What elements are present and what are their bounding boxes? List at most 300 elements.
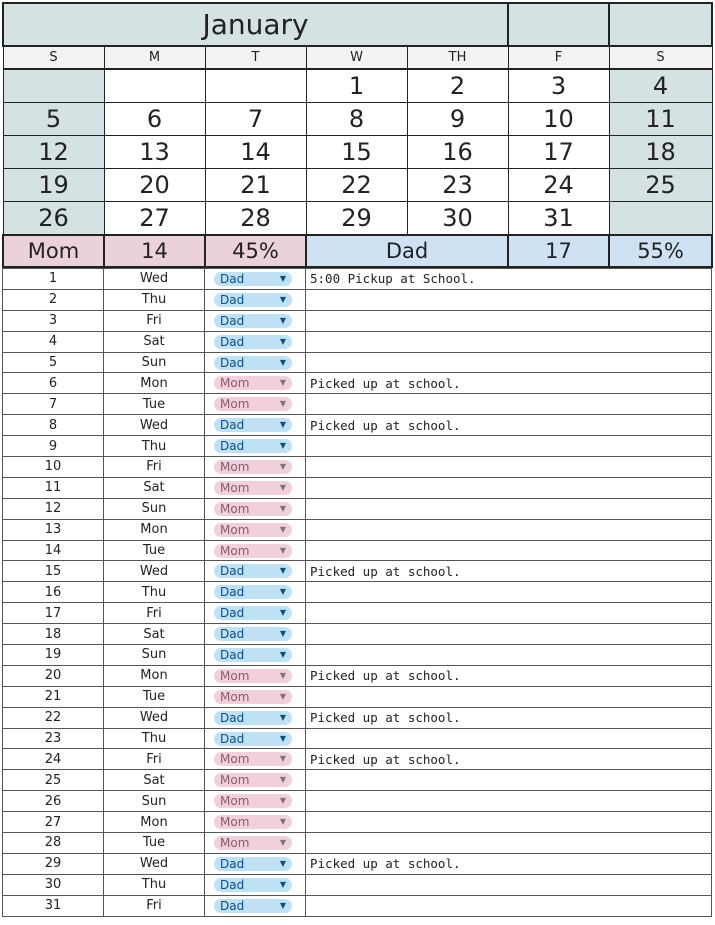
parent-dropdown-label: Mom — [220, 689, 250, 704]
calendar-week-row — [3, 69, 712, 103]
parent-cell[interactable] — [205, 686, 306, 707]
note-cell[interactable] — [306, 603, 712, 624]
calendar-day[interactable]: 23 — [407, 169, 508, 202]
note-cell[interactable] — [306, 582, 712, 603]
day-of-week-cell[interactable]: Sun — [104, 498, 205, 519]
note-cell[interactable] — [306, 289, 712, 310]
day-number-cell[interactable]: 23 — [3, 728, 104, 749]
caret-down-icon[interactable]: ▼ — [279, 754, 286, 764]
day-of-week-cell[interactable]: Fri — [104, 310, 205, 331]
calendar-day[interactable]: 27 — [104, 202, 205, 236]
day-log-row — [3, 853, 712, 874]
day-number-cell[interactable]: 8 — [3, 415, 104, 436]
day-log-row — [3, 665, 712, 686]
caret-down-icon[interactable]: ▼ — [279, 545, 286, 555]
day-log-row — [3, 791, 712, 812]
month-title[interactable]: January — [3, 3, 508, 46]
weekday-header[interactable]: S — [609, 46, 712, 69]
parent-dropdown-label: Mom — [220, 480, 250, 495]
day-of-week-cell[interactable]: Wed — [104, 561, 205, 582]
day-of-week-cell[interactable]: Wed — [104, 415, 205, 436]
day-of-week-cell[interactable]: Thu — [104, 874, 205, 895]
parent-dropdown-label: Dad — [220, 271, 245, 286]
day-number-cell[interactable]: 18 — [3, 624, 104, 645]
parent-cell[interactable] — [205, 874, 306, 895]
day-number-cell[interactable]: 21 — [3, 686, 104, 707]
calendar-day[interactable]: 19 — [3, 169, 104, 202]
note-cell[interactable] — [306, 540, 712, 561]
dad-days-count[interactable]: 17 — [508, 235, 609, 267]
day-of-week-cell[interactable]: Mon — [104, 373, 205, 394]
day-number-cell[interactable]: 15 — [3, 561, 104, 582]
caret-down-icon[interactable]: ▼ — [279, 712, 286, 722]
day-number-cell[interactable]: 27 — [3, 812, 104, 833]
parent-dropdown-label: Dad — [220, 710, 245, 725]
day-number-cell[interactable]: 17 — [3, 603, 104, 624]
note-cell[interactable]: Picked up at school. — [306, 749, 712, 770]
parent-dropdown-label: Mom — [220, 668, 250, 683]
day-of-week-cell[interactable]: Tue — [104, 394, 205, 415]
calendar-day[interactable]: 16 — [407, 136, 508, 169]
calendar-day[interactable]: 7 — [205, 103, 306, 136]
day-log-row — [3, 561, 712, 582]
calendar-day-blank[interactable] — [609, 202, 712, 236]
note-cell[interactable] — [306, 770, 712, 791]
note-cell[interactable]: Picked up at school. — [306, 665, 712, 686]
caret-down-icon[interactable]: ▼ — [279, 357, 286, 367]
day-number-cell[interactable]: 5 — [3, 352, 104, 373]
day-log-row — [3, 812, 712, 833]
day-number-cell[interactable]: 10 — [3, 457, 104, 478]
parent-dropdown-chip[interactable] — [214, 585, 292, 599]
day-of-week-cell[interactable]: Sat — [104, 770, 205, 791]
parent-dropdown-label: Dad — [220, 313, 245, 328]
note-cell[interactable]: Picked up at school. — [306, 415, 712, 436]
day-number-cell[interactable]: 2 — [3, 289, 104, 310]
calendar-day[interactable]: 4 — [609, 69, 712, 103]
caret-down-icon[interactable]: ▼ — [279, 837, 286, 847]
parent-dropdown-label: Dad — [220, 877, 245, 892]
calendar-day[interactable]: 13 — [104, 136, 205, 169]
day-number-cell[interactable]: 22 — [3, 707, 104, 728]
day-number-cell[interactable]: 12 — [3, 498, 104, 519]
calendar-day[interactable]: 21 — [205, 169, 306, 202]
parent-dropdown-chip[interactable] — [214, 627, 292, 641]
parent-dropdown-chip[interactable] — [214, 356, 292, 370]
day-of-week-cell[interactable]: Tue — [104, 540, 205, 561]
note-cell[interactable] — [306, 519, 712, 540]
caret-down-icon[interactable]: ▼ — [279, 420, 286, 430]
weekday-header[interactable]: F — [508, 46, 609, 69]
note-cell[interactable]: 5:00 Pickup at School. — [306, 269, 712, 290]
parent-dropdown-label: Dad — [220, 627, 245, 642]
parent-cell[interactable] — [205, 394, 306, 415]
parent-cell[interactable] — [205, 352, 306, 373]
parent-dropdown-chip[interactable] — [214, 460, 292, 474]
day-of-week-cell[interactable]: Mon — [104, 519, 205, 540]
parent-cell[interactable] — [205, 895, 306, 916]
note-cell[interactable]: Picked up at school. — [306, 853, 712, 874]
parent-dropdown-chip[interactable] — [214, 815, 292, 829]
day-number-cell[interactable]: 19 — [3, 645, 104, 666]
day-number-cell[interactable]: 31 — [3, 895, 104, 916]
day-log-row — [3, 749, 712, 770]
parent-dropdown-chip[interactable] — [214, 564, 292, 578]
day-log-row — [3, 331, 712, 352]
parent-dropdown-chip[interactable] — [214, 314, 292, 328]
parent-dropdown-chip[interactable] — [214, 439, 292, 453]
parent-cell[interactable] — [205, 853, 306, 874]
calendar-day-blank[interactable] — [3, 69, 104, 103]
parent-dropdown-label: Dad — [220, 292, 245, 307]
day-of-week-cell[interactable]: Sat — [104, 477, 205, 498]
note-cell[interactable] — [306, 895, 712, 916]
parent-cell[interactable] — [205, 519, 306, 540]
calendar-day[interactable]: 25 — [609, 169, 712, 202]
parent-dropdown-label: Dad — [220, 418, 245, 433]
parent-dropdown-chip[interactable] — [214, 376, 292, 390]
day-log-row — [3, 269, 712, 290]
parent-cell[interactable] — [205, 665, 306, 686]
parent-cell[interactable] — [205, 561, 306, 582]
weekday-header[interactable]: T — [205, 46, 306, 69]
note-cell[interactable] — [306, 457, 712, 478]
day-of-week-cell[interactable]: Thu — [104, 582, 205, 603]
parent-cell[interactable] — [205, 373, 306, 394]
day-of-week-cell[interactable]: Fri — [104, 895, 205, 916]
parent-dropdown-chip[interactable] — [214, 878, 292, 892]
day-number-cell[interactable]: 28 — [3, 833, 104, 854]
day-number-cell[interactable]: 1 — [3, 269, 104, 290]
parent-dropdown-chip[interactable] — [214, 690, 292, 704]
day-number-cell[interactable]: 7 — [3, 394, 104, 415]
parent-cell[interactable] — [205, 415, 306, 436]
note-cell[interactable]: Picked up at school. — [306, 561, 712, 582]
note-cell[interactable] — [306, 331, 712, 352]
note-cell[interactable] — [306, 624, 712, 645]
mom-label[interactable]: Mom — [3, 235, 104, 267]
parent-dropdown-chip[interactable] — [214, 669, 292, 683]
note-cell[interactable] — [306, 498, 712, 519]
caret-down-icon[interactable]: ▼ — [279, 900, 286, 910]
parent-dropdown-chip[interactable] — [214, 857, 292, 871]
calendar-day[interactable]: 1 — [306, 69, 407, 103]
day-of-week-cell[interactable]: Wed — [104, 853, 205, 874]
calendar-day-blank[interactable] — [205, 69, 306, 103]
calendar-day[interactable]: 8 — [306, 103, 407, 136]
parent-cell[interactable] — [205, 833, 306, 854]
calendar-day[interactable]: 22 — [306, 169, 407, 202]
parent-dropdown-label: Mom — [220, 501, 250, 516]
parent-cell[interactable] — [205, 603, 306, 624]
parent-cell[interactable] — [205, 645, 306, 666]
parent-dropdown-chip[interactable] — [214, 335, 292, 349]
weekday-header-row — [3, 46, 712, 69]
calendar-day[interactable]: 9 — [407, 103, 508, 136]
day-number-cell[interactable]: 6 — [3, 373, 104, 394]
calendar-day[interactable]: 14 — [205, 136, 306, 169]
parent-dropdown-chip[interactable] — [214, 502, 292, 516]
day-log-row — [3, 645, 712, 666]
calendar-day[interactable]: 5 — [3, 103, 104, 136]
calendar-day[interactable]: 10 — [508, 103, 609, 136]
day-number-cell[interactable]: 30 — [3, 874, 104, 895]
note-cell[interactable] — [306, 728, 712, 749]
note-cell[interactable] — [306, 791, 712, 812]
calendar-weeks — [3, 69, 712, 235]
day-log-row — [3, 895, 712, 916]
day-log-row — [3, 624, 712, 645]
caret-down-icon[interactable]: ▼ — [279, 879, 286, 889]
calendar-day[interactable]: 26 — [3, 202, 104, 236]
caret-down-icon[interactable]: ▼ — [279, 775, 286, 785]
note-cell[interactable] — [306, 645, 712, 666]
mom-percentage[interactable]: 45% — [205, 235, 306, 267]
day-of-week-cell[interactable]: Thu — [104, 436, 205, 457]
day-of-week-cell[interactable]: Sat — [104, 331, 205, 352]
caret-down-icon[interactable]: ▼ — [279, 796, 286, 806]
day-log-row — [3, 352, 712, 373]
note-cell[interactable] — [306, 394, 712, 415]
parent-dropdown-chip[interactable] — [214, 418, 292, 432]
day-of-week-cell[interactable]: Thu — [104, 289, 205, 310]
day-log-row — [3, 728, 712, 749]
caret-down-icon[interactable]: ▼ — [279, 670, 286, 680]
weekday-header[interactable]: W — [306, 46, 407, 69]
caret-down-icon[interactable]: ▼ — [279, 691, 286, 701]
calendar-day[interactable]: 31 — [508, 202, 609, 236]
day-number-cell[interactable]: 4 — [3, 331, 104, 352]
caret-down-icon[interactable]: ▼ — [279, 273, 286, 283]
parent-dropdown-chip[interactable] — [214, 773, 292, 787]
caret-down-icon[interactable]: ▼ — [279, 587, 286, 597]
caret-down-icon[interactable]: ▼ — [279, 503, 286, 513]
parent-dropdown-label: Mom — [220, 835, 250, 850]
day-of-week-cell[interactable]: Tue — [104, 833, 205, 854]
day-number-cell[interactable]: 26 — [3, 791, 104, 812]
parent-dropdown-chip[interactable] — [214, 648, 292, 662]
caret-down-icon[interactable]: ▼ — [279, 817, 286, 827]
day-of-week-cell[interactable]: Sun — [104, 352, 205, 373]
parent-dropdown-label: Mom — [220, 815, 250, 830]
calendar-day[interactable]: 17 — [508, 136, 609, 169]
parent-dropdown-label: Dad — [220, 564, 245, 579]
day-log-row — [3, 582, 712, 603]
month-calendar — [2, 2, 713, 268]
day-number-cell[interactable]: 14 — [3, 540, 104, 561]
day-number-cell[interactable]: 3 — [3, 310, 104, 331]
parent-dropdown-chip[interactable] — [214, 397, 292, 411]
calendar-day[interactable]: 24 — [508, 169, 609, 202]
caret-down-icon[interactable]: ▼ — [279, 336, 286, 346]
day-log-row — [3, 519, 712, 540]
parent-dropdown-label: Dad — [220, 606, 245, 621]
weekday-header[interactable]: S — [3, 46, 104, 69]
note-cell[interactable] — [306, 436, 712, 457]
caret-down-icon[interactable]: ▼ — [279, 461, 286, 471]
day-number-cell[interactable]: 11 — [3, 477, 104, 498]
calendar-day[interactable]: 28 — [205, 202, 306, 236]
parent-cell[interactable] — [205, 707, 306, 728]
day-of-week-cell[interactable]: Wed — [104, 707, 205, 728]
day-log-row — [3, 833, 712, 854]
parent-dropdown-label: Mom — [220, 459, 250, 474]
day-of-week-cell[interactable]: Sun — [104, 645, 205, 666]
day-of-week-cell[interactable]: Tue — [104, 686, 205, 707]
parent-dropdown-chip[interactable] — [214, 481, 292, 495]
parent-cell[interactable] — [205, 749, 306, 770]
parent-dropdown-label: Dad — [220, 898, 245, 913]
day-of-week-cell[interactable]: Wed — [104, 269, 205, 290]
caret-down-icon[interactable]: ▼ — [279, 566, 286, 576]
note-cell[interactable]: Picked up at school. — [306, 707, 712, 728]
parent-dropdown-label: Dad — [220, 439, 245, 454]
caret-down-icon[interactable]: ▼ — [279, 733, 286, 743]
day-log-row — [3, 310, 712, 331]
title-cell-blank[interactable] — [508, 3, 609, 46]
note-cell[interactable] — [306, 310, 712, 331]
day-log-row — [3, 394, 712, 415]
calendar-day[interactable]: 20 — [104, 169, 205, 202]
caret-down-icon[interactable]: ▼ — [279, 294, 286, 304]
parent-cell[interactable] — [205, 310, 306, 331]
day-log-row — [3, 289, 712, 310]
day-log-row — [3, 707, 712, 728]
day-log-row — [3, 436, 712, 457]
calendar-week-row — [3, 202, 712, 236]
parent-cell[interactable] — [205, 791, 306, 812]
parent-cell[interactable] — [205, 269, 306, 290]
parent-dropdown-chip[interactable] — [214, 272, 292, 286]
dad-percentage[interactable]: 55% — [609, 235, 712, 267]
calendar-day[interactable]: 11 — [609, 103, 712, 136]
parent-dropdown-label: Dad — [220, 355, 245, 370]
caret-down-icon[interactable]: ▼ — [279, 399, 286, 409]
parent-dropdown-chip[interactable] — [214, 711, 292, 725]
calendar-day[interactable]: 12 — [3, 136, 104, 169]
parent-dropdown-chip[interactable] — [214, 794, 292, 808]
day-number-cell[interactable]: 20 — [3, 665, 104, 686]
day-of-week-cell[interactable]: Sun — [104, 791, 205, 812]
calendar-week-row — [3, 103, 712, 136]
parent-dropdown-chip[interactable] — [214, 523, 292, 537]
day-log-row — [3, 457, 712, 478]
caret-down-icon[interactable]: ▼ — [279, 315, 286, 325]
parent-cell[interactable] — [205, 728, 306, 749]
parent-dropdown-label: Mom — [220, 543, 250, 558]
caret-down-icon[interactable]: ▼ — [279, 482, 286, 492]
caret-down-icon[interactable]: ▼ — [279, 649, 286, 659]
parent-dropdown-chip[interactable] — [214, 544, 292, 558]
dad-label[interactable]: Dad — [306, 235, 508, 267]
parent-dropdown-chip[interactable] — [214, 899, 292, 913]
calendar-day[interactable]: 15 — [306, 136, 407, 169]
calendar-day[interactable]: 3 — [508, 69, 609, 103]
weekday-header[interactable]: M — [104, 46, 205, 69]
parent-dropdown-chip[interactable] — [214, 836, 292, 850]
day-number-cell[interactable]: 16 — [3, 582, 104, 603]
caret-down-icon[interactable]: ▼ — [279, 858, 286, 868]
parent-cell[interactable] — [205, 331, 306, 352]
calendar-day-blank[interactable] — [104, 69, 205, 103]
note-cell[interactable] — [306, 352, 712, 373]
caret-down-icon[interactable]: ▼ — [279, 441, 286, 451]
day-of-week-cell[interactable]: Fri — [104, 603, 205, 624]
parent-dropdown-chip[interactable] — [214, 606, 292, 620]
note-cell[interactable] — [306, 686, 712, 707]
note-cell[interactable] — [306, 477, 712, 498]
parent-dropdown-label: Dad — [220, 334, 245, 349]
day-log-row — [3, 373, 712, 394]
parent-cell[interactable] — [205, 540, 306, 561]
caret-down-icon[interactable]: ▼ — [279, 378, 286, 388]
day-of-week-cell[interactable]: Thu — [104, 728, 205, 749]
title-cell-blank[interactable] — [609, 3, 712, 46]
calendar-day[interactable]: 2 — [407, 69, 508, 103]
parent-cell[interactable] — [205, 624, 306, 645]
parent-dropdown-label: Dad — [220, 731, 245, 746]
parent-cell[interactable] — [205, 289, 306, 310]
day-log-row — [3, 770, 712, 791]
parent-dropdown-label: Mom — [220, 522, 250, 537]
note-cell[interactable] — [306, 874, 712, 895]
parent-cell[interactable] — [205, 582, 306, 603]
parent-dropdown-label: Dad — [220, 647, 245, 662]
note-cell[interactable] — [306, 833, 712, 854]
parent-dropdown-chip[interactable] — [214, 752, 292, 766]
parent-dropdown-label: Mom — [220, 794, 250, 809]
day-log-row — [3, 540, 712, 561]
calendar-day[interactable]: 18 — [609, 136, 712, 169]
calendar-day[interactable]: 30 — [407, 202, 508, 236]
note-cell[interactable]: Picked up at school. — [306, 373, 712, 394]
parent-cell[interactable] — [205, 457, 306, 478]
day-number-cell[interactable]: 13 — [3, 519, 104, 540]
day-number-cell[interactable]: 25 — [3, 770, 104, 791]
parent-dropdown-chip[interactable] — [214, 293, 292, 307]
custody-summary-row — [3, 235, 712, 267]
day-of-week-cell[interactable]: Mon — [104, 812, 205, 833]
day-log-row — [3, 498, 712, 519]
day-of-week-cell[interactable]: Mon — [104, 665, 205, 686]
day-number-cell[interactable]: 29 — [3, 853, 104, 874]
day-of-week-cell[interactable]: Fri — [104, 749, 205, 770]
calendar-day[interactable]: 29 — [306, 202, 407, 236]
parent-dropdown-label: Dad — [220, 585, 245, 600]
mom-days-count[interactable]: 14 — [104, 235, 205, 267]
parent-cell[interactable] — [205, 436, 306, 457]
calendar-day[interactable]: 6 — [104, 103, 205, 136]
day-number-cell[interactable]: 9 — [3, 436, 104, 457]
caret-down-icon[interactable]: ▼ — [279, 629, 286, 639]
weekday-header[interactable]: TH — [407, 46, 508, 69]
custody-spreadsheet — [2, 2, 711, 917]
day-number-cell[interactable]: 24 — [3, 749, 104, 770]
day-log-row — [3, 415, 712, 436]
day-log-row — [3, 603, 712, 624]
parent-dropdown-chip[interactable] — [214, 732, 292, 746]
day-of-week-cell[interactable]: Sat — [104, 624, 205, 645]
caret-down-icon[interactable]: ▼ — [279, 524, 286, 534]
note-cell[interactable] — [306, 812, 712, 833]
parent-cell[interactable] — [205, 770, 306, 791]
daily-custody-log — [2, 268, 712, 917]
parent-cell[interactable] — [205, 498, 306, 519]
day-of-week-cell[interactable]: Fri — [104, 457, 205, 478]
caret-down-icon[interactable]: ▼ — [279, 608, 286, 618]
parent-cell[interactable] — [205, 477, 306, 498]
parent-cell[interactable] — [205, 812, 306, 833]
